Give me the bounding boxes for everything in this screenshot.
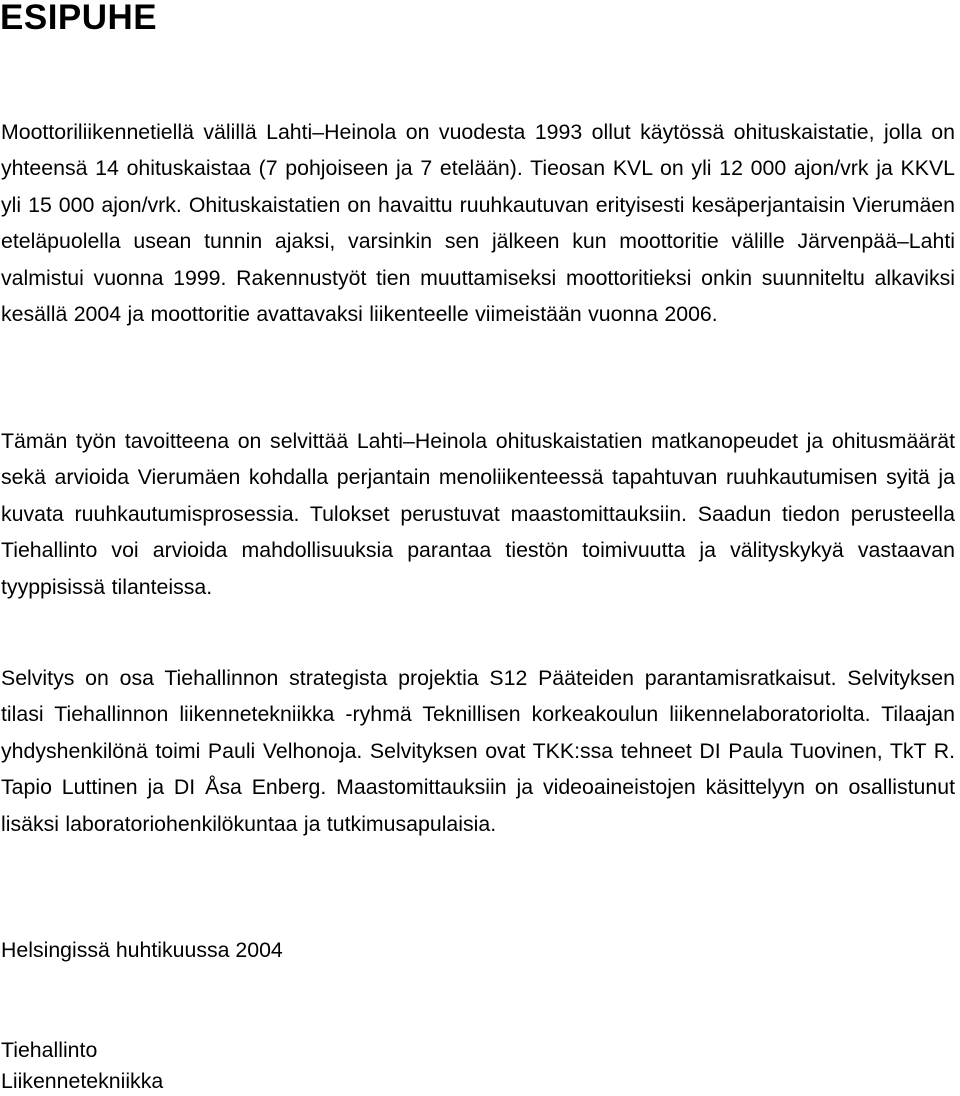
department-name: Liikennetekniikka (1, 1069, 164, 1093)
paragraph-objective: Tämän työn tavoitteena on selvittää Lahti–Heinola ohituskaistatien matkanopeudet ja ohitusmäärät sekä arvioida Vierumäen kohdalla perjantain menoliikenteessä tapahtuvan ruuhkautumisen syitä ja kuvata ruuhkautumisprosessia. Tulokset perustuvat maastomittauksiin. Saadun tiedon perusteella Tiehallinto voi arvioida mahdollisuuksia parantaa tiestön toimivuutta ja välityskykyä vastaavan tyyppisissä tilanteissa. (1, 429, 955, 599)
page-title: ESIPUHE (0, 0, 158, 37)
place-date: Helsingissä huhtikuussa 2004 (1, 938, 283, 962)
paragraph-credits: Selvitys on osa Tiehallinnon strategista projektia S12 Pääteiden parantamisratkaisut. Selvityksen tilasi Tiehallinnon liikennetekniikka -ryhmä Teknillisen korkeakoulun liikennelaboratoriolta. Tilaajan yhdyshenkilönä toimi Pauli Velhonoja. Selvityksen ovat TKK:ssa tehneet DI Paula Tuovinen, TkT R. Tapio Luttinen ja DI Åsa Enberg. Maastomittauksiin ja videoaineistojen käsittelyyn on osallistunut lisäksi laboratoriohenkilökuntaa ja tutkimusapulaisia. (1, 666, 955, 836)
organization-name: Tiehallinto (1, 1038, 98, 1062)
paragraph-background: Moottoriliikennetiellä välillä Lahti–Heinola on vuodesta 1993 ollut käytössä ohituskaistatie, jolla on yhteensä 14 ohituskaistaa (7 pohjoiseen ja 7 etelään). Tieosan KVL on yli 12 000 ajon/vrk ja KKVL yli 15 000 ajon/vrk. Ohituskaistatien on havaittu ruuhkautuvan erityisesti kesäperjantaisin Vierumäen eteläpuolella usean tunnin ajaksi, varsinkin sen jälkeen kun moottoritie välille Järvenpää–Lahti valmistui vuonna 1999. Rakennustyöt tien muuttamiseksi moottoritieksi onkin suunniteltu alkaviksi kesällä 2004 ja moottoritie avattavaksi liikenteelle viimeistään vuonna 2006. (1, 120, 955, 327)
